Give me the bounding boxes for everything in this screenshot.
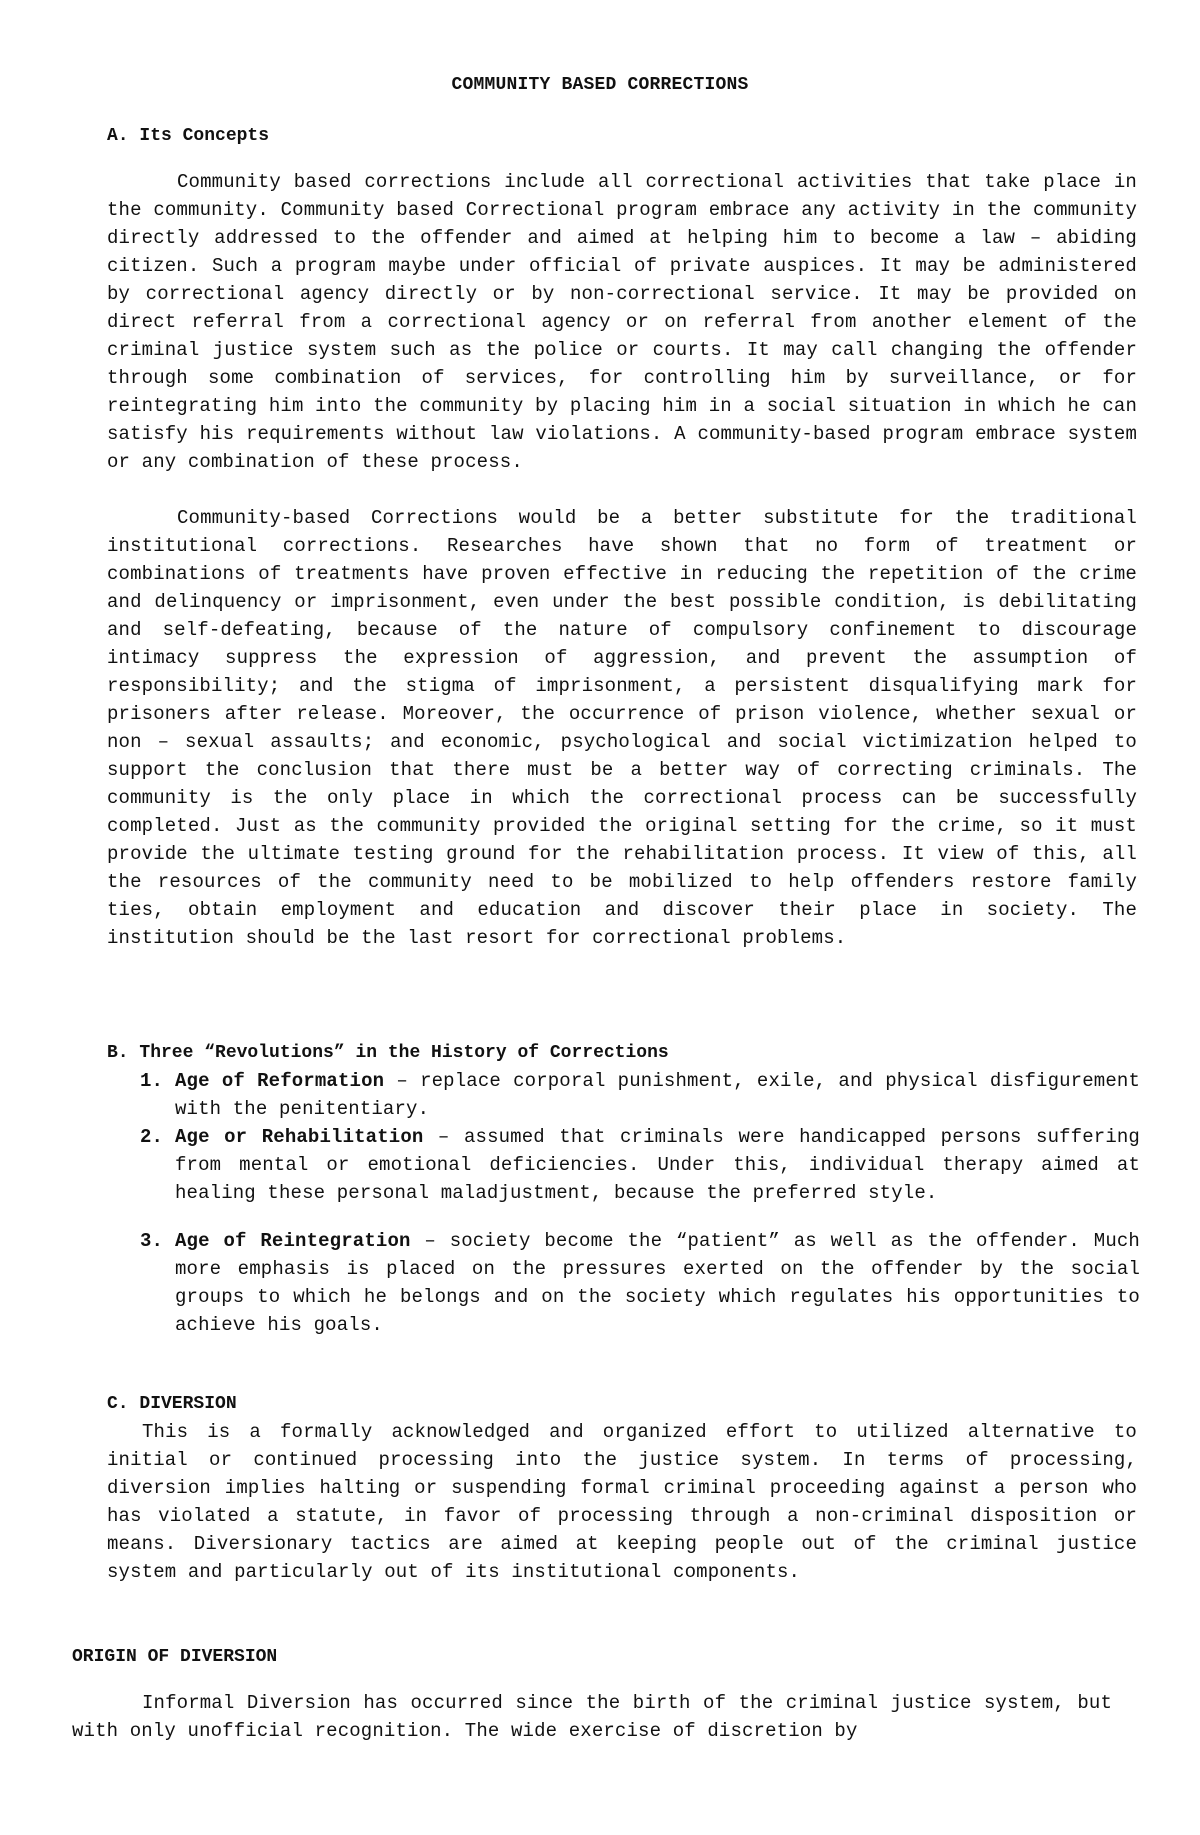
section-b-heading: B. Three “Revolutions” in the History of Corrections [107,1043,669,1063]
origin-paragraph: Informal Diversion has occurred since the birth of the criminal justice system, but with only unofficial recognition. The wide exercise of discretion by [72,1692,1112,1742]
list-item-text: – society become the “patient” as well as the offender. Much more emphasis is placed on the pressures exerted on the offender by the social groups to which he belongs and on the society which regulates his opportunities to achieve his goals. [175,1230,1140,1336]
list-item-number: 3. [140,1230,164,1252]
list-item-body [175,1067,1140,1123]
section-c-heading: C. DIVERSION [107,1394,237,1414]
section-a-heading: A. Its Concepts [107,126,270,146]
list-item [140,1067,1140,1123]
section-c-paragraph: This is a formally acknowledged and organized effort to utilized alternative to initial or continued processing into the justice system. In terms of processing, diversion implies halting or suspending formal criminal proceeding against a person who has violated a statute, in favor of processing through a non-criminal disposition or means. Diversionary tactics are aimed at keeping people out of the criminal justice system and particularly out of its institutional components. [107,1421,1137,1583]
section-a-paragraph-2: Community-based Corrections would be a better substitute for the traditional institutional corrections. Researches have shown that no form of treatment or combinations of treatments have proven effective in reducing the repetition of the crime and delinquency or imprisonment, even under the best possible condition, is debilitating and self-defeating, because of the nature of compulsory confinement to discourage intimacy suppress the expression of aggression, and prevent the assumption of responsibility; and the stigma of imprisonment, a persistent disqualifying mark for prisoners after release. Moreover, the occurrence of prison violence, whether sexual or non – sexual assaults; and economic, psychological and social victimization helped to support the conclusion that there must be a better way of correcting criminals. The community is the only place in which the correctional process can be successfully completed. Just as the community provided the original setting for the crime, so it must provide the ultimate testing ground for the rehabilitation process. It view of this, all the resources of the community need to be mobilized to help offenders restore family ties, obtain employment and education and discover their place in society. The institution should be the last resort for correctional problems. [107,507,1137,949]
origin-heading: ORIGIN OF DIVERSION [72,1647,278,1667]
list-item [140,1227,1140,1339]
list-item-term: Age or Rehabilitation [175,1126,424,1148]
revolutions-list [140,1067,1140,1339]
list-item-number: 2. [140,1126,164,1148]
section-a-paragraph-1: Community based corrections include all correctional activities that take place in the community. Community based Correctional program embrace any activity in the community directly addressed to the offender and aimed at helping him to become a law – abiding citizen. Such a program maybe under official of private auspices. It may be administered by correctional agency directly or by non-correctional service. It may be provided on direct referral from a correctional agency or on referral from another element of the criminal justice system such as the police or courts. It may call changing the offender through some combination of services, for controlling him by surveillance, or for reintegrating him into the community by placing him in a social situation in which he can satisfy his requirements without law violations. A community-based program embrace system or any combination of these process. [107,171,1137,473]
list-item-number: 1. [140,1070,164,1092]
list-item-text: – assumed that criminals were handicapped persons suffering from mental or emotional deficiencies. Under this, individual therapy aimed at healing these personal maladjustment, because the preferred style. [175,1126,1140,1204]
list-item [140,1123,1140,1207]
list-item-term: Age of Reintegration [175,1230,411,1252]
list-item-body [175,1123,1140,1207]
document-title: COMMUNITY BASED CORRECTIONS [451,75,749,95]
list-item-body [175,1227,1140,1339]
list-item-term: Age of Reformation [175,1070,385,1092]
list-item-text: – replace corporal punishment, exile, and physical disfigurement with the penitentiary. [175,1070,1140,1120]
